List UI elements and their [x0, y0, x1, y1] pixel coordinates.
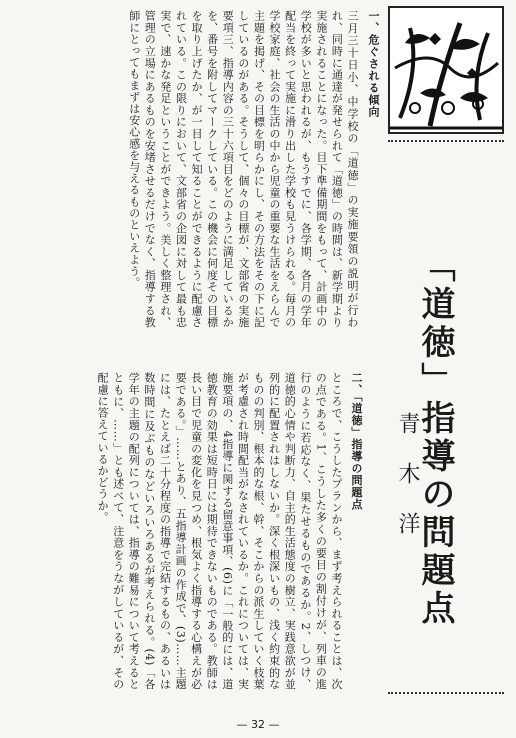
- section1-body: [12, 10, 360, 328]
- title-illustration: [388, 6, 504, 134]
- section1-text: 三月三十日小、中学校の「道徳」の実施要領の説明が行われ、同時に通達が発せられて「道徳」の時間は、新学期より実施されることになった。目下準備期間をもって、計画中の学校が多いと思われるが、もうすでに、各学期、各月の学年配当を終って実施に滑り出した学校も見うけられる。毎月の学校家庭、社会の生活の中から児童の重要な生活をえらんで主題を掲げ、その目標を明らかにし、その方法をその下に記しているのがある。そうして、個々の目標が、文部省の実施要項三、指導内容の三十六項目をどのように満足しているかを、番号を附してマークしている。この機会に何度その目標を取り上げたか、が一目して知ることができるように配慮されている。この限りにおいて、文部省の企図に対して最も忠実で、速かな発足ということができよう。美しく整理され、管理の立場にあるものを安堵させるだけでなく、指導する教師にとってもまずは安心感を与えるものといえよう。: [127, 10, 359, 328]
- article-title: 「道徳」指導の問題点: [415, 248, 455, 628]
- section2-heading: 二、「道徳」指導の問題点: [350, 372, 363, 511]
- section1-heading: 一、危ぐされる傾向: [367, 10, 380, 118]
- page-number: — 32 —: [236, 718, 280, 731]
- plant-illustration: [390, 8, 502, 132]
- article-author: 青木洋: [395, 412, 420, 562]
- section2-text: ところで、こうしたプランから、まず考えられることは、次の点である。1、こうした多くの要目の割付けが、列車の進行のように若応なく、果たせるものであるか。2、しつけ、道徳的心情や判断力、自主的生活態度の樹立、実践意欲が並列的に配置されはしないか。深く根深いもの、浅く約束的なものの判別、根本的な根、幹、そこからの派生していく枝葉が考慮され時間配当がなされているか。これについては、実施要項の、4指導に関する留意事項、(6)に「一般的には、道徳教育の効果は短時日には期待できないものである。教師は長い目で児童の変化を見つめ、根気よく指導する心構えが必要である。」……とあり、五指導計画の作成で、(3)……主題には、たとえば二十分程度の指導で完結するもの、あるいは数時間に及ぶものなどいろいろあるが考えられる。(4)「各学年の主題の配列については、指導の難易について考えるとともに、……」とも述べて、注意をうながしているが、その配慮に答えているかどうか。: [96, 372, 343, 690]
- divider-top: [388, 140, 504, 142]
- divider-bottom: [388, 692, 504, 694]
- section2-body: [12, 372, 344, 690]
